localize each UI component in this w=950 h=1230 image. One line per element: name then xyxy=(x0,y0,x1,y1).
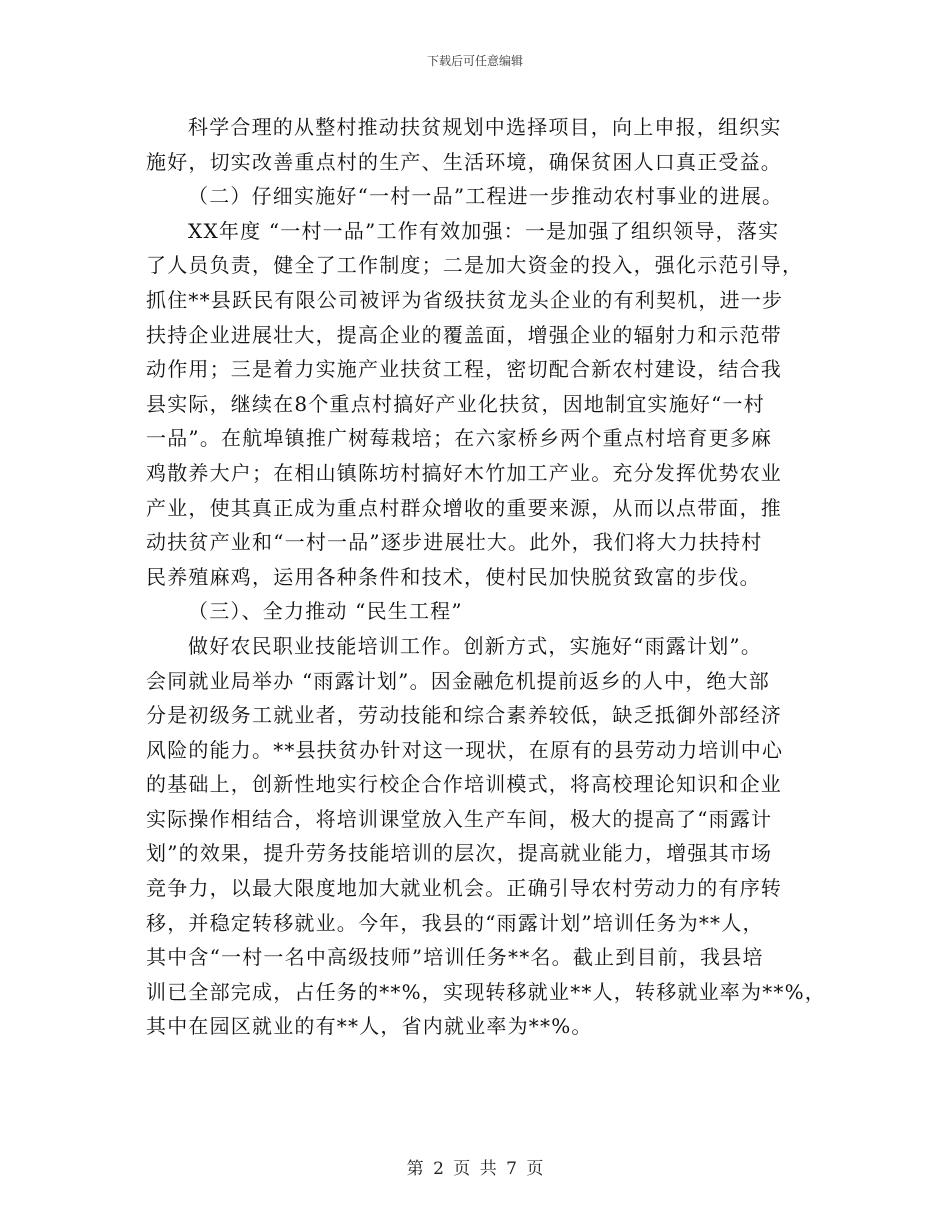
body-line: 风险的能力。**县扶贫办针对这一现状，在原有的县劳动力培训中心 xyxy=(146,737,784,762)
body-line: 训已全部完成，占任务的**%，实现转移就业**人，转移就业率为**%， xyxy=(146,979,827,1004)
body-line: 动扶贫产业和“一村一品”逐步进展壮大。此外，我们将大力扶持村 xyxy=(146,530,763,555)
body-line: 竞争力，以最大限度地加大就业机会。正确引导农村劳动力的有序转 xyxy=(146,876,782,901)
body-line: 划”的效果，提升劳务技能培训的层次，提高就业能力，增强其市场 xyxy=(146,841,773,866)
section-heading: （三）、全力推动 “民生工程” xyxy=(188,599,463,624)
body-line: 民养殖麻鸡，运用各种条件和技术，使村民加快脱贫致富的步伐。 xyxy=(146,564,761,589)
body-line: 动作用；三是着力实施产业扶贫工程，密切配合新农村建设，结合我 xyxy=(146,357,782,382)
body-line: 分是初级务工就业者，劳动技能和综合素养较低，缺乏抵御外部经济 xyxy=(146,703,782,728)
body-line: 扶持企业进展壮大，提高企业的覆盖面，增强企业的辐射力和示范带 xyxy=(146,322,782,347)
body-line: 鸡散养大户；在相山镇陈坊村搞好木竹加工产业。充分发挥优势农业 xyxy=(146,460,782,485)
body-line: 的基础上，创新性地实行校企合作培训模式，将高校理论知识和企业 xyxy=(146,772,782,797)
page-number-footer: 第 2 页 共 7 页 xyxy=(406,1159,544,1179)
body-line: 科学合理的从整村推动扶贫规划中选择项目，向上申报，组织实 xyxy=(188,115,782,139)
body-line: 实际操作相结合，将培训课堂放入生产车间，极大的提高了“雨露计 xyxy=(146,806,773,831)
body-line: 会同就业局举办 “雨露计划”。因金融危机提前返乡的人中，绝大部 xyxy=(146,668,771,693)
body-line: 做好农民职业技能培训工作。创新方式，实施好“雨露计划”。 xyxy=(188,633,763,658)
body-line: 一品”。在航埠镇推广树莓栽培；在六家桥乡两个重点村培育更多麻 xyxy=(146,426,773,451)
body-line: 其中含“一村一名中高级技师”培训任务**名。截止到目前，我县培 xyxy=(146,945,764,970)
body-line: 县实际，继续在8个重点村搞好产业化扶贫，因地制宜实施好“一村 xyxy=(146,391,765,416)
page-header-note: 下载后可任意编辑 xyxy=(426,54,523,68)
section-heading: （二）仔细实施好“一村一品”工程进一步推动农村事业的进展。 xyxy=(188,184,784,209)
body-line: 抓住**县跃民有限公司被评为省级扶贫龙头企业的有利契机，进一步 xyxy=(146,287,784,312)
body-line: 其中在园区就业的有**人，省内就业率为**%。 xyxy=(146,1014,593,1039)
body-line: XX年度 “一村一品”工作有效加强：一是加强了组织领导，落实 xyxy=(188,218,780,243)
document-body xyxy=(146,110,827,1044)
body-line: 移，并稳定转移就业。今年，我县的“雨露计划”培训任务为**人， xyxy=(146,910,764,935)
body-line: 施好，切实改善重点村的生产、生活环境，确保贫困人口真正受益。 xyxy=(146,149,782,174)
body-line: 产业，使其真正成为重点村群众增收的重要来源，从而以点带面，推 xyxy=(146,495,782,520)
body-line: 了人员负责，健全了工作制度；二是加大资金的投入，强化示范引导， xyxy=(146,253,804,278)
